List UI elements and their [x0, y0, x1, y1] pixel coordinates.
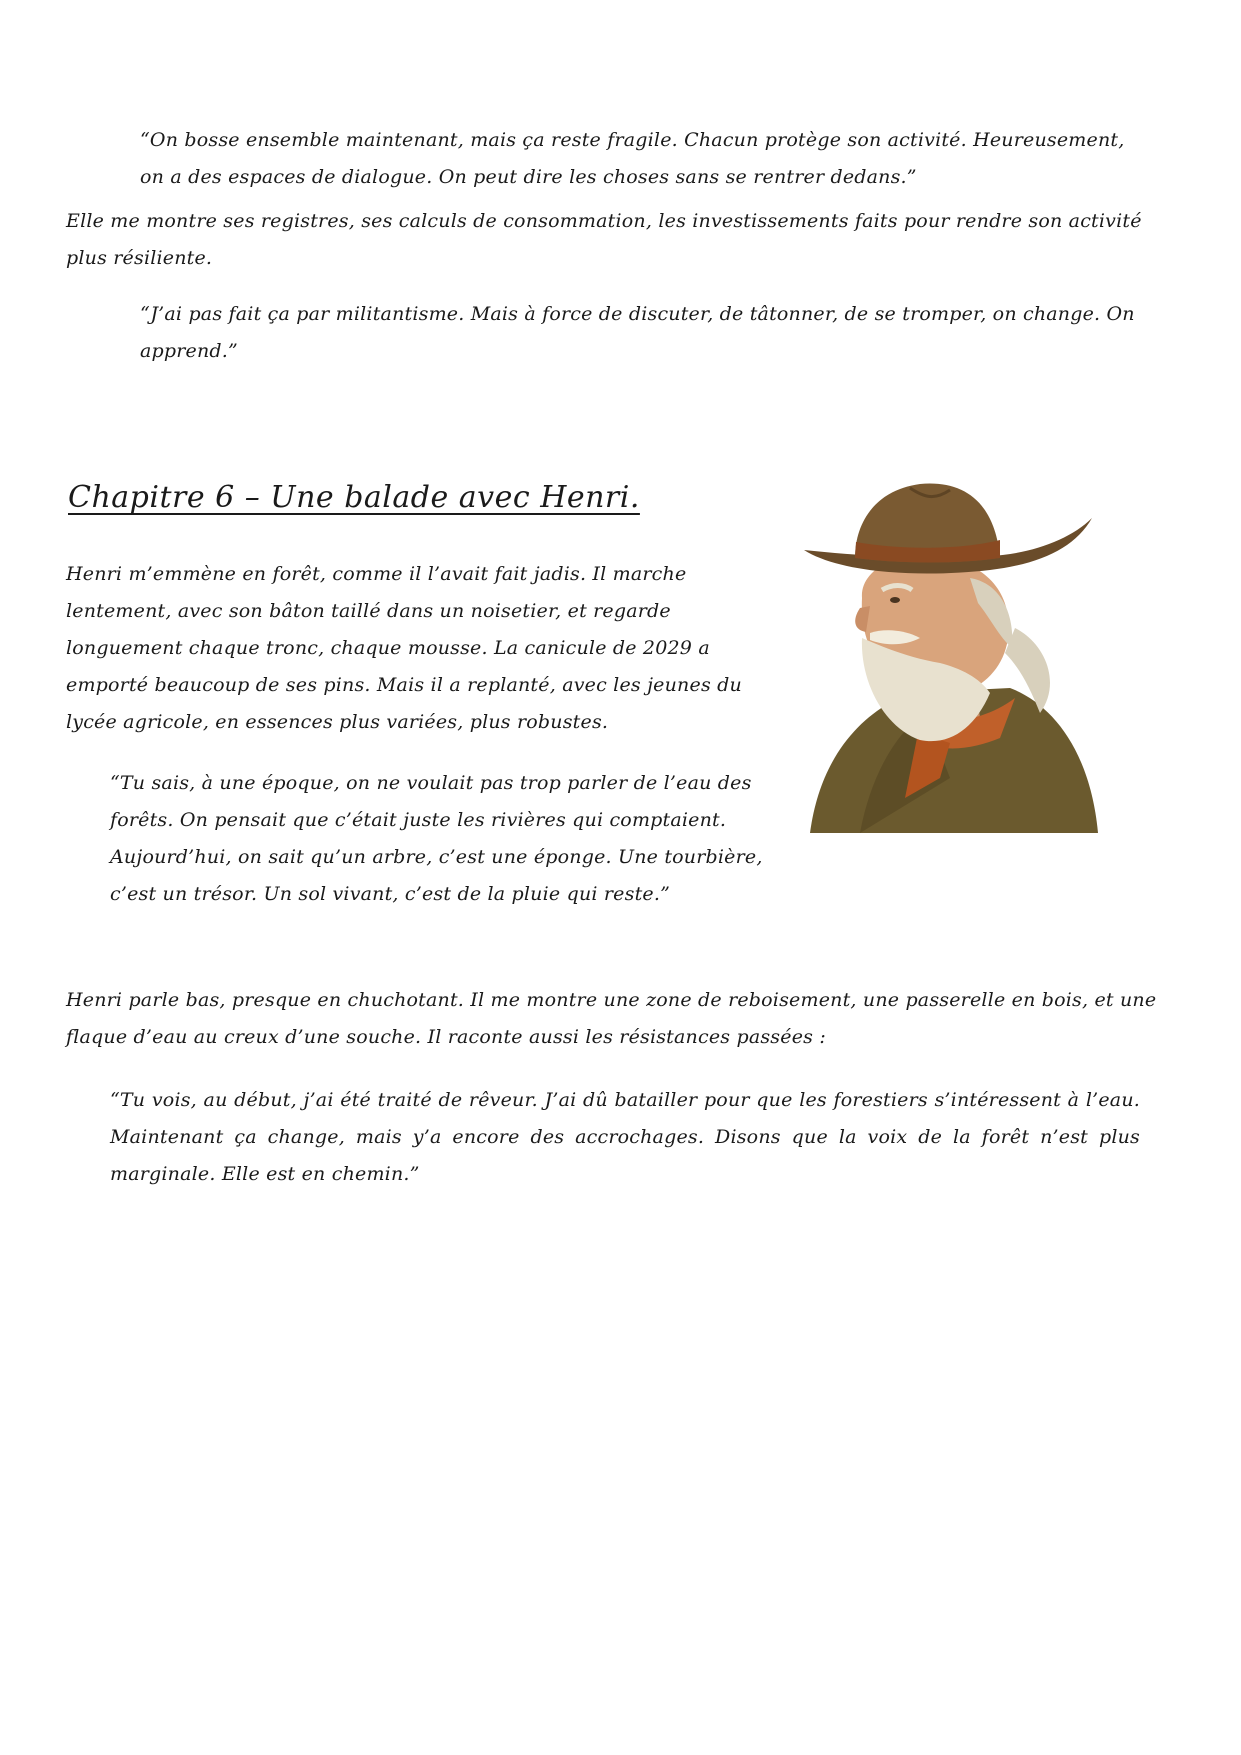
old-man-with-hat-portrait-icon: [800, 478, 1100, 838]
quote-3: “Tu sais, à une époque, on ne voulait pas trop parler de l’eau des forêts. On pensait que c’était juste les rivières qui comptaient. Aujourd’hui, on sait qu’un arbre, c’est une éponge. Une tourbière, c’est un trésor. Un sol vivant, c’est de la pluie qui reste.”: [110, 772, 763, 905]
paragraph-2: Henri m’emmène en forêt, comme il l’avait fait jadis. Il marche lentement, avec son bâton taillé dans un noisetier, et regarde longuement chaque tronc, chaque mousse. La canicule de 2029 a emporté beaucoup de ses pins. Mais il a replanté, avec les jeunes du lycée agricole, en essences plus variées, plus robustes.: [66, 563, 742, 733]
chapter-title: Chapitre 6 – Une balade avec Henri.: [68, 480, 640, 515]
quote-2: “J’ai pas fait ça par militantisme. Mais à force de discuter, de tâtonner, de se tromper, on change. On apprend.”: [140, 303, 1135, 362]
quote-4: “Tu vois, au début, j’ai été traité de rêveur. J’ai dû batailler pour que les forestiers s’intéressent à l’eau. Maintenant ça change, mais y’a encore des accrochages. Disons que la voix de la forêt n’est plus marginale. Elle est en chemin.”: [110, 1089, 1140, 1185]
paragraph-3: Henri parle bas, presque en chuchotant. Il me montre une zone de reboisement, une passerelle en bois, et une flaque d’eau au creux d’une souche. Il raconte aussi les résistances passées :: [66, 989, 1157, 1048]
paragraph-1: Elle me montre ses registres, ses calculs de consommation, les investissements faits pour rendre son activité plus résiliente.: [66, 210, 1142, 269]
quote-1: “On bosse ensemble maintenant, mais ça reste fragile. Chacun protège son activité. Heureusement, on a des espaces de dialogue. On peut dire les choses sans se rentrer dedans.”: [140, 129, 1125, 188]
